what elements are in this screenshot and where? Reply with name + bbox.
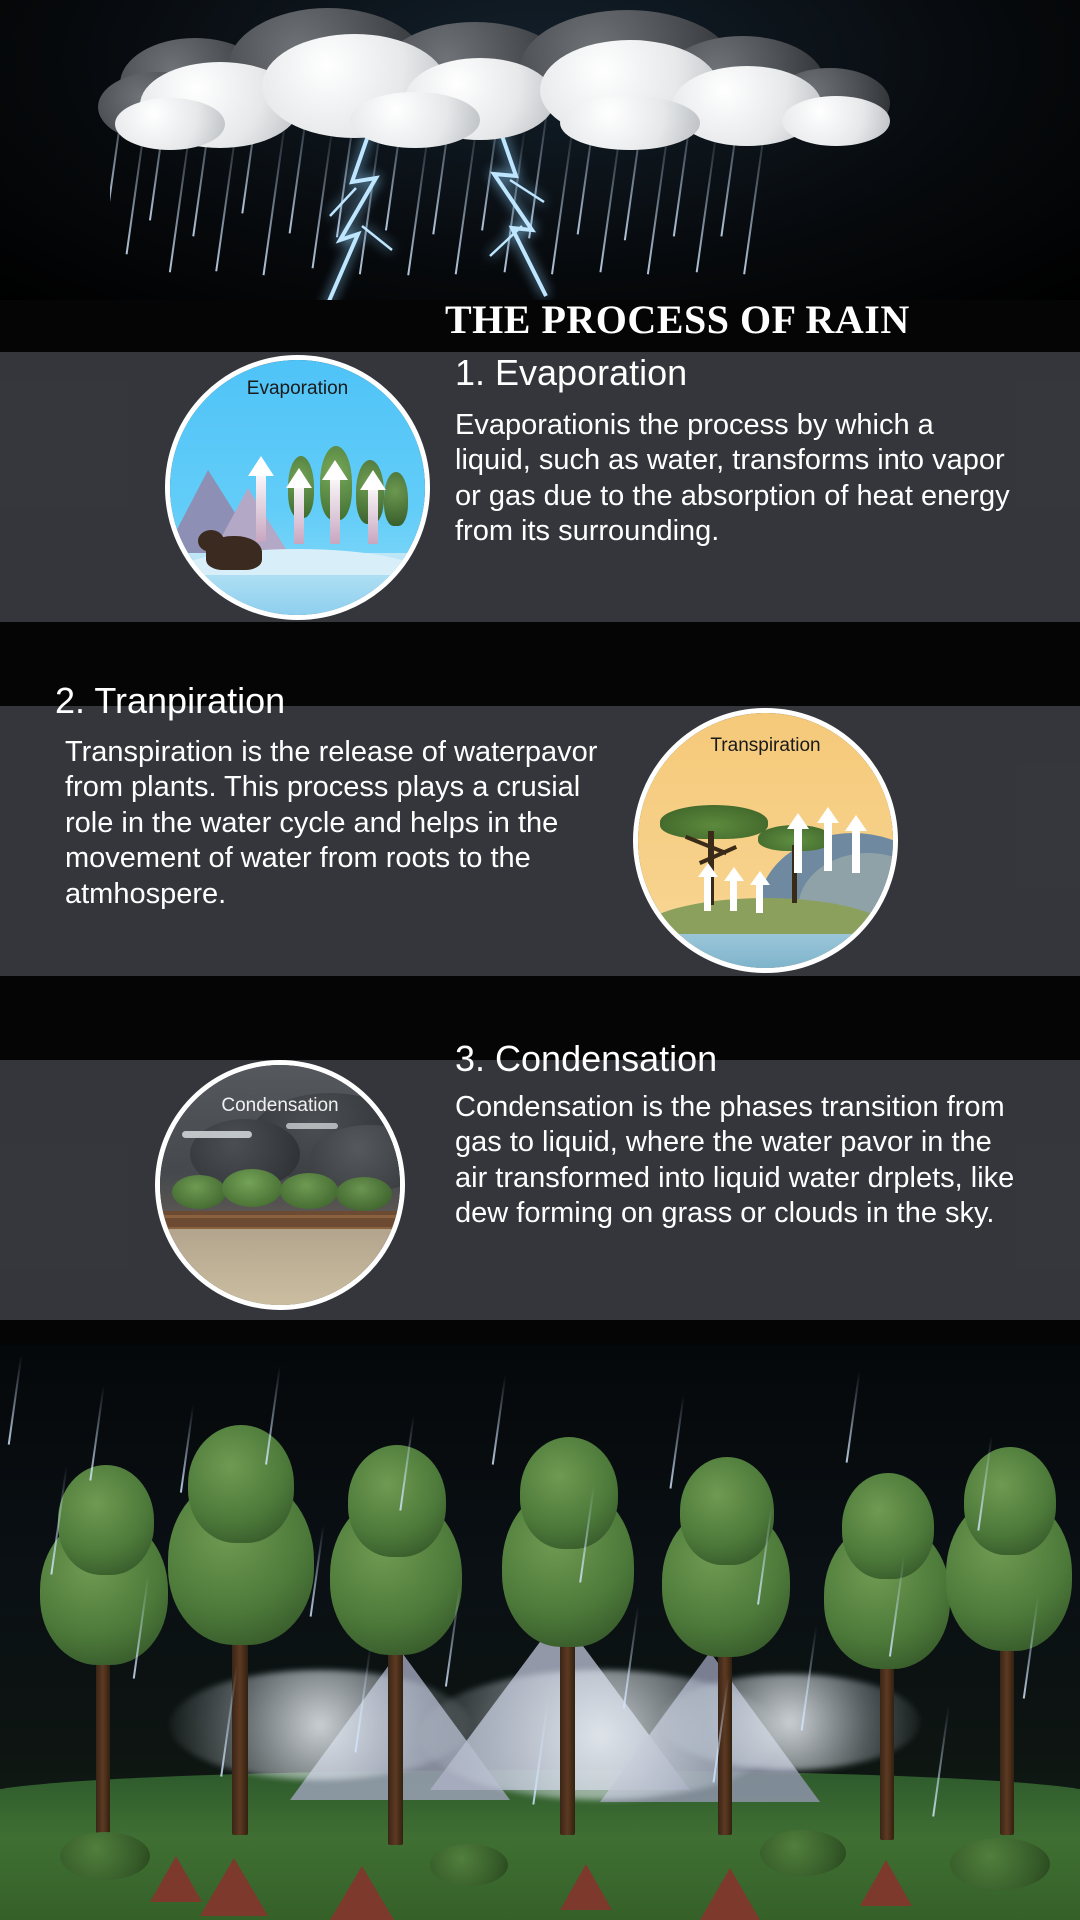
paragraph-evaporation: Evaporationis the process by which a liquid, such as water, transforms into vapor or gas due to the absorption of heat energy from its surrounding. [455,409,1010,548]
condensation-caption: Condensation [221,1095,339,1116]
evaporation-illustration [165,355,430,620]
heading-evaporation: 1. Evaporation [455,352,688,393]
heading-transpiration: 2. Tranpiration [55,680,286,721]
condensation-illustration [155,1060,405,1310]
transpiration-caption: Transpiration [710,735,821,756]
page-title: THE PROCESS OF RAIN [445,297,910,342]
evaporation-caption: Evaporation [246,378,349,399]
storm-illustration [0,0,1080,300]
heading-condensation: 3. Condensation [455,1038,718,1079]
lightning-bolt-icon [450,130,590,300]
forest-rain-illustration [0,1345,1080,1920]
rain-overlay [0,1345,1080,1920]
paragraph-condensation: Condensation is the phases transition from gas to liquid, where the water pavor in the air transformed into liquid water drplets, like dew forming on grass or clouds in the sky. [455,1091,1015,1230]
lightning-bolt-icon [300,130,430,300]
transpiration-illustration [633,708,898,973]
paragraph-transpiration: Transpiration is the release of waterpavor from plants. This process plays a crusial role in the water cycle and helps in the movement of water from roots to the atmhospere. [65,736,598,910]
